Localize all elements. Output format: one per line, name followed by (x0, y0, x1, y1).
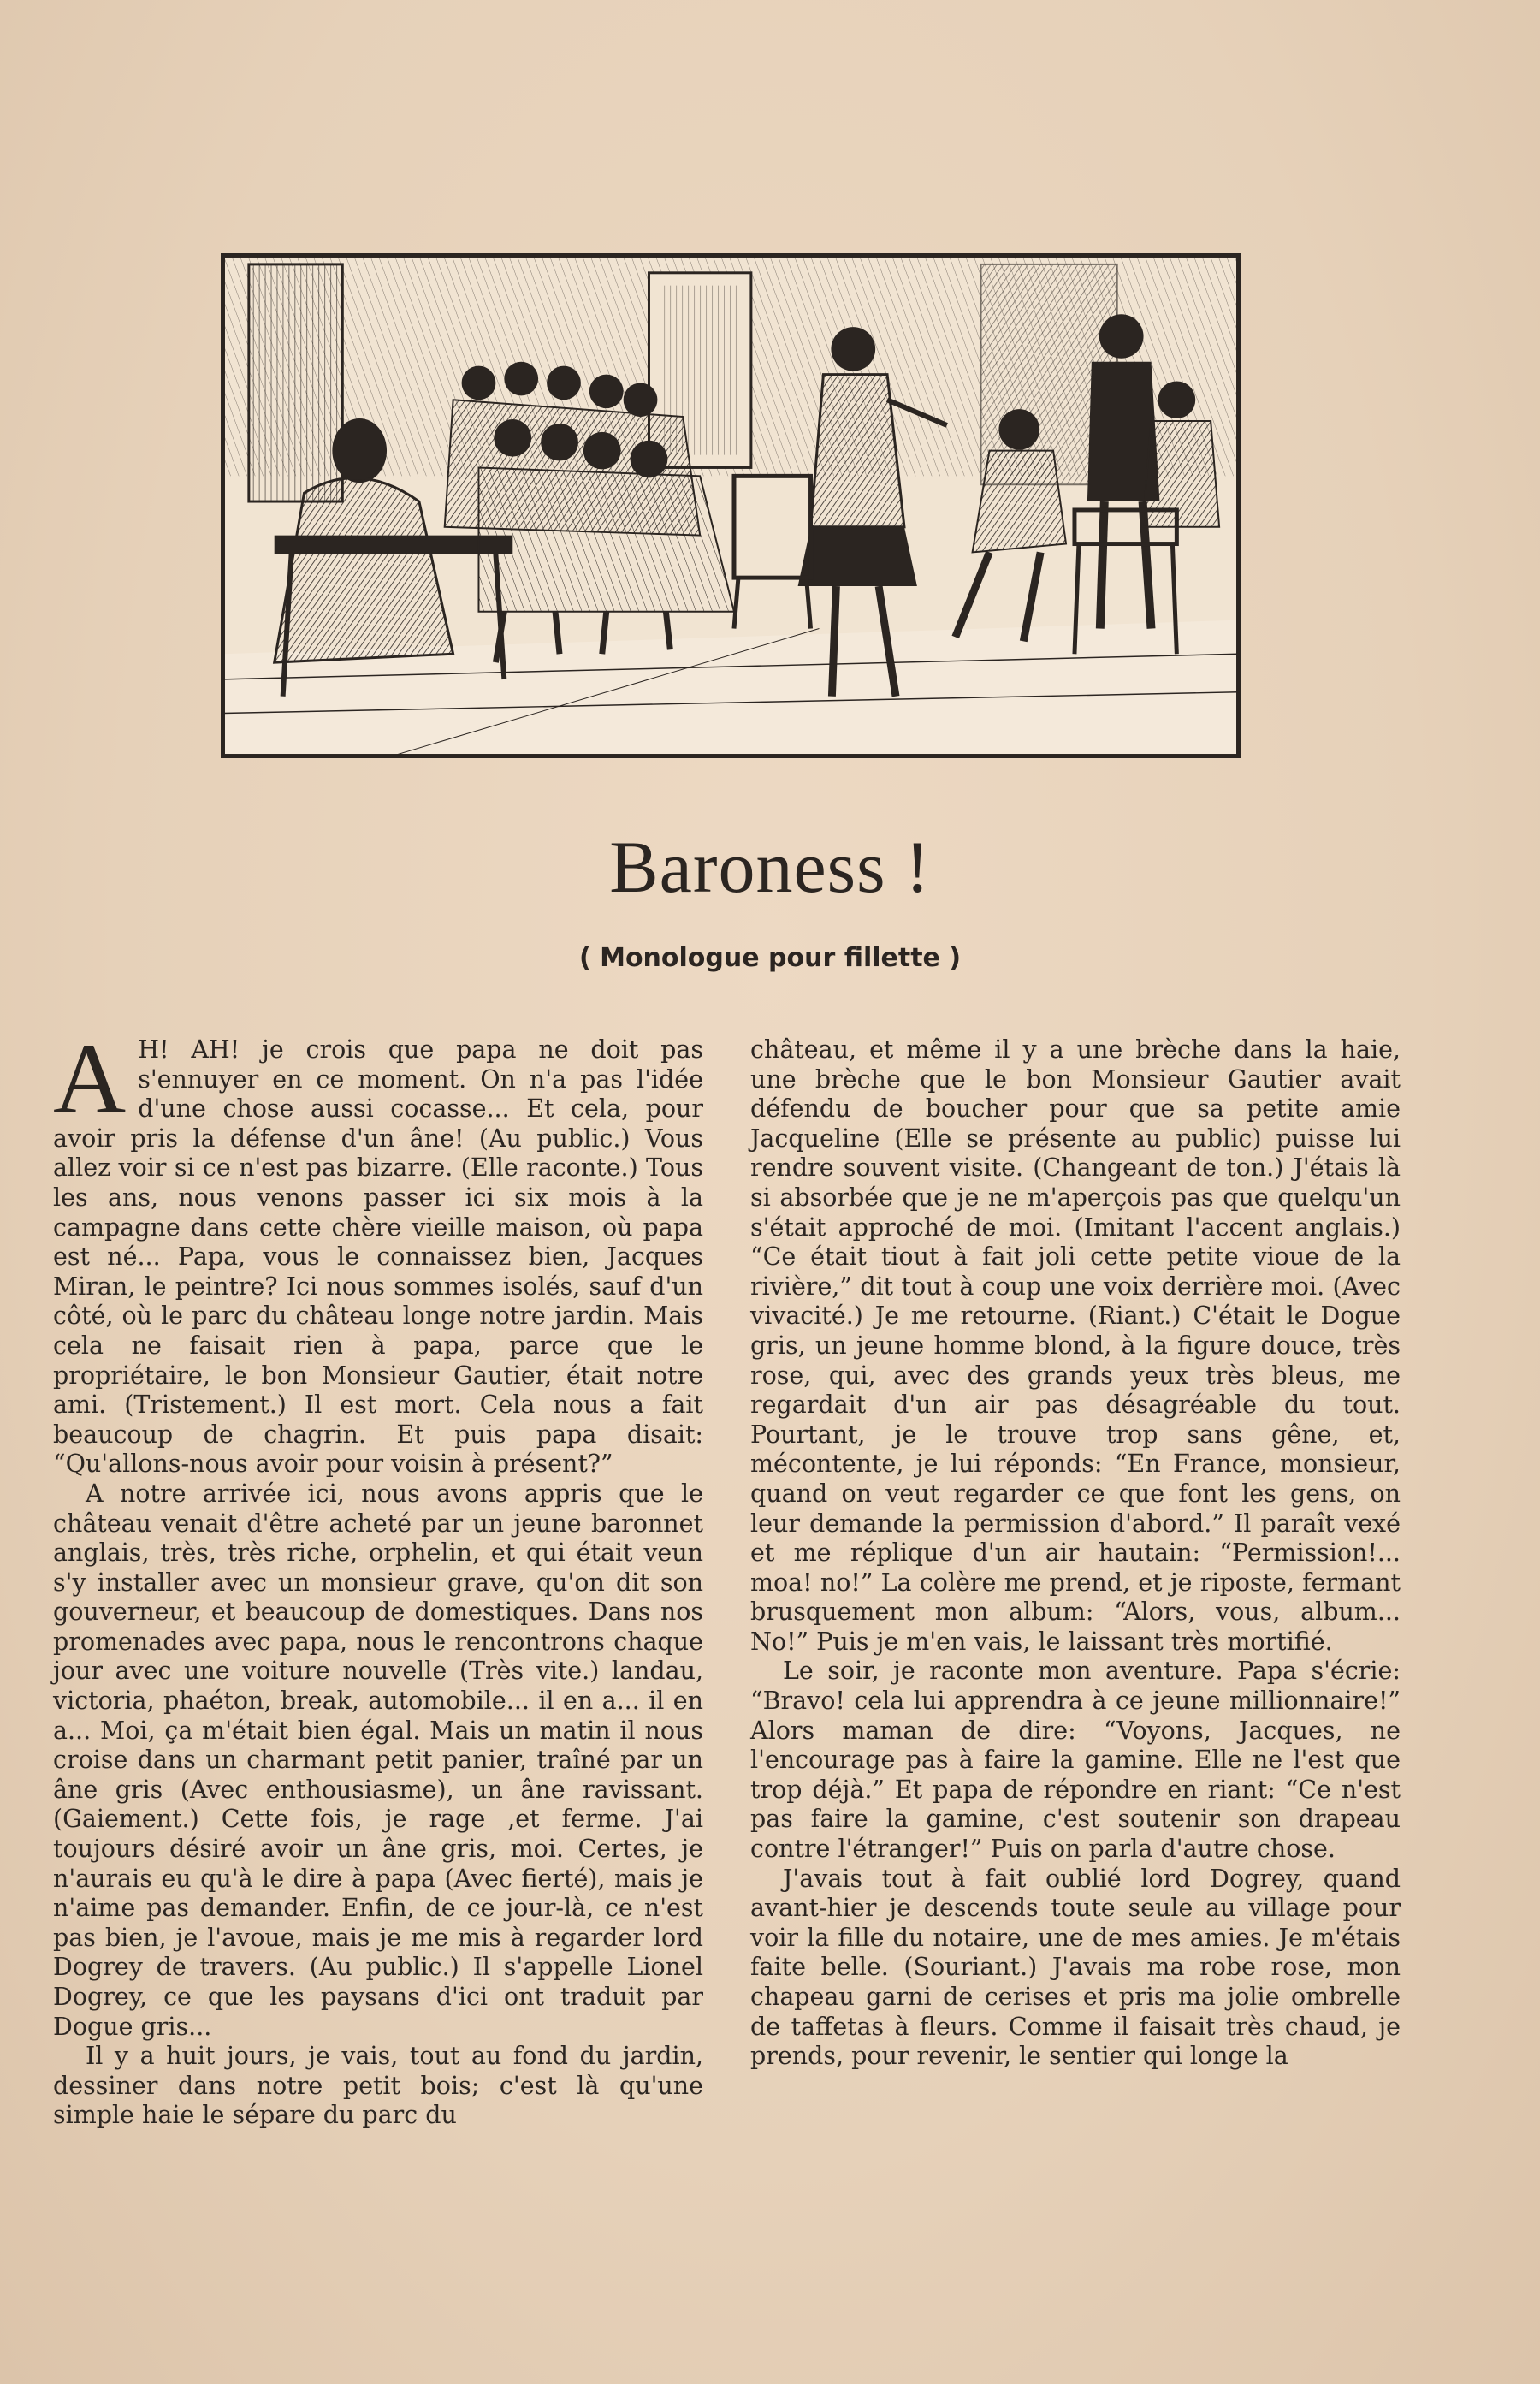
article-title: Baroness ! (609, 826, 931, 908)
paragraph: château, et même il y a une brèche dans la haie, une brèche que le bon Monsieur Gautier avait défendu de boucher pour que sa petite amie Jacqueline (Elle se présente au public) puisse lui rendre souvent visite. (Changeant de ton.) J'étais là si absorbée que je ne m'aperçois pas que quelqu'un s'était approché de moi. (Imitant l'accent anglais.) “Ce était tiout à fait joli cette petite vioue de la rivière,” dit tout à coup une voix derrière moi. (Avec vivacité.) Je me retourne. (Riant.) C'était le Dogue gris, un jeune homme blond, à la figure douce, très rose, qui, avec des grands yeux très bleus, me regardait d'un air pas désagréable du tout. Pourtant, je le trouve trop sans gêne, et, mécontente, je lui réponds: “En France, monsieur, quand on veut regarder ce que font les gens, on leur demande la permission d'abord.” Il paraît vexé et me réplique d'un air hautain: “Permission!... moa! no!” La colère me prend, et je riposte, fermant brusquement mon album: “Alors, vous, album... No!” Puis je m'en vais, le laissant très mortifié. (750, 1035, 1401, 1656)
paragraph: Il y a huit jours, je vais, tout au fond du jardin, dessiner dans notre petit bois; c'est là qu'une simple haie le sépare du parc du (53, 2042, 703, 2130)
left-column (53, 1023, 703, 2131)
paragraph: J'avais tout à fait oublié lord Dogrey, quand avant-hier je descends toute seule au village pour voir la fille du notaire, une de mes amies. Je m'étais faite belle. (Souriant.) J'avais ma robe rose, mon chapeau garni de cerises et pris ma jolie ombrelle de taffetas à fleurs. Comme il faisait très chaud, je prends, pour revenir, le sentier qui longe la (750, 1864, 1401, 2071)
paragraph: Le soir, je raconte mon aventure. Papa s'écrie: “Bravo! cela lui apprendra à ce jeune millionnaire!” Alors maman de dire: “Voyons, Jacques, ne l'encourage pas à faire la gamine. Elle ne l'est que trop déjà.” Et papa de répondre en riant: “Ce n'est pas faire la gamine, c'est soutenir son drapeau contre l'étranger!” Puis on parla d'autre chose. (750, 1657, 1401, 1864)
drop-cap: A (53, 1023, 127, 1135)
classroom-illustration (221, 253, 1241, 758)
engraving-image (223, 256, 1238, 756)
paragraph: A H! AH! je crois que papa ne doit pas s'ennuyer en ce moment. On n'a pas l'idée d'une chose aussi cocasse... Et cela, pour avoir pris la défense d'un âne! (Au public.) Vous allez voir si ce n'est pas bizarre. (Elle raconte.) Tous les ans, nous venons passer ici six mois à la campagne dans cette chère vieille maison, où papa est né... Papa, vous le connaissez bien, Jacques Miran, le peintre? Ici nous sommes isolés, sauf d'un côté, où le parc du château longe notre jardin. Mais cela ne faisait rien à papa, parce que le propriétaire, le bon Monsieur Gautier, était notre ami. (Tristement.) Il est mort. Cela nous a fait beaucoup de chagrin. Et puis papa disait: “Qu'allons-nous avoir pour voisin à présent?” (53, 1023, 703, 1479)
paragraph: A notre arrivée ici, nous avons appris que le château venait d'être acheté par un jeune baronnet anglais, très, très riche, orphelin, et qui était veun s'y installer avec un monsieur grave, qu'on dit son gouverneur, et beaucoup de domestiques. Dans nos promenades avec papa, nous le rencontrons chaque jour avec une voiture nouvelle (Très vite.) landau, victoria, phaéton, break, automobile... il en a... il en a... Moi, ça m'était bien égal. Mais un matin il nous croise dans un charmant petit panier, traîné par un âne gris (Avec enthousiasme), un âne ravissant. (Gaiement.) Cette fois, je rage ,et ferme. J'ai toujours désiré avoir un âne gris, moi. Certes, je n'aurais eu qu'à le dire à papa (Avec fierté), mais je n'aime pas demander. Enfin, de ce jour-là, ce n'est pas bien, je l'avoue, mais je me mis à regarder lord Dogrey de travers. (Au public.) Il s'appelle Lionel Dogrey, ce que les paysans d'ici ont traduit par Dogue gris... (53, 1479, 703, 2041)
right-column (750, 1035, 1401, 2072)
article-subtitle: ( Monologue pour fillette ) (578, 943, 962, 973)
